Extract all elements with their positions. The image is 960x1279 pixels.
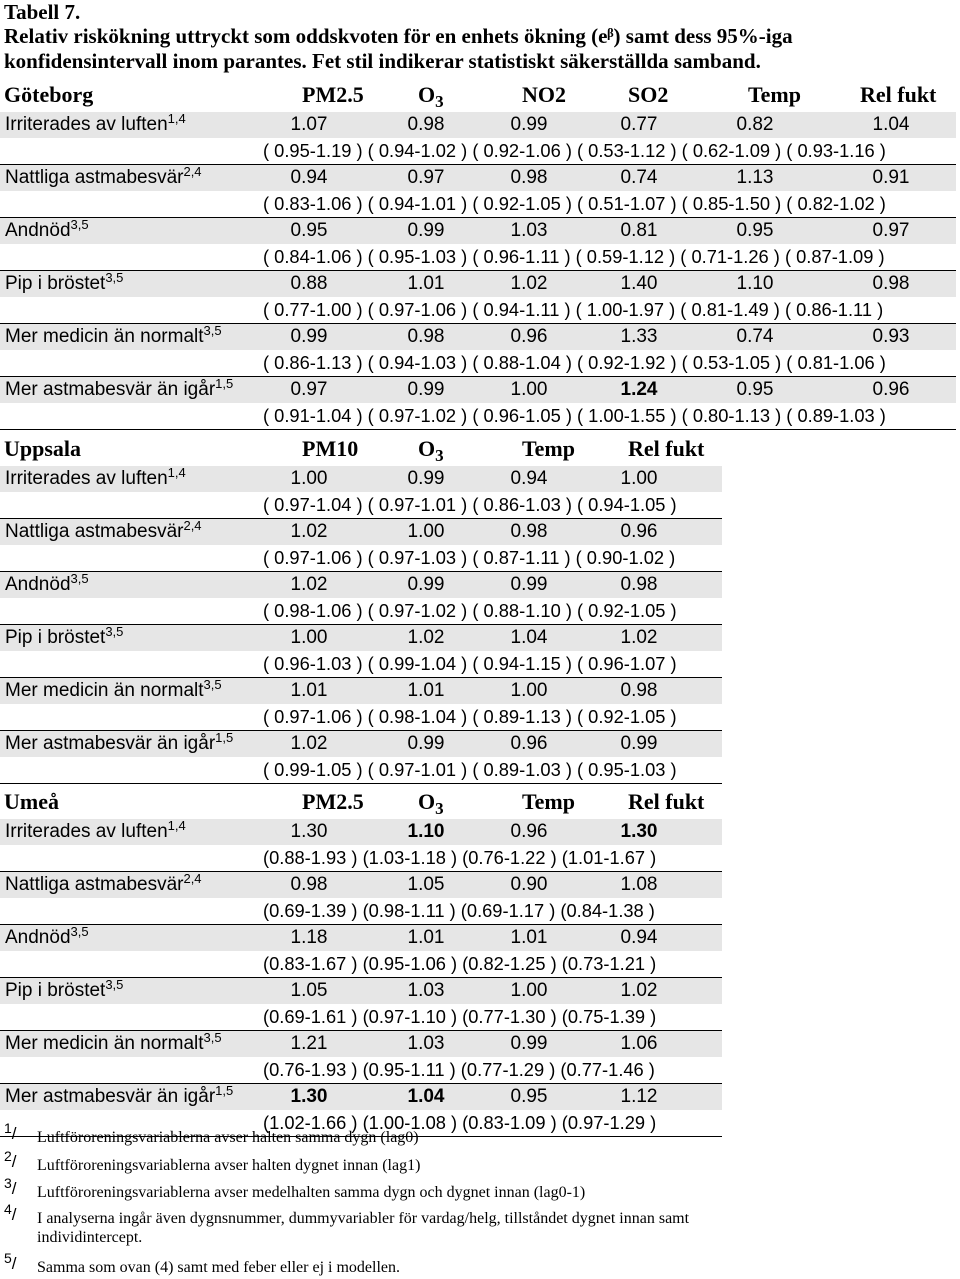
odds-ratio-value: 0.98 — [620, 680, 658, 701]
row-label: Mer medicin än normalt$^{3,5}$ — [5, 323, 222, 347]
odds-ratio-value: 0.97 — [872, 220, 910, 241]
row-label: Mer astmabesvär än igår$^{1,5}$ — [5, 1083, 234, 1107]
city-name: Umeå — [4, 789, 59, 814]
odds-ratio-value: 1.04 — [872, 114, 910, 135]
confidence-interval: ( 0.97-1.06 ) ( 0.98-1.04 ) ( 0.89-1.13 ) ( 0.92-1.05 ) — [263, 706, 677, 727]
odds-ratio-value: 0.81 — [620, 220, 658, 241]
odds-ratio-value: 1.01 — [407, 680, 445, 701]
odds-ratio-value: 1.00 — [290, 468, 328, 489]
column-header: $O_3$ — [418, 789, 444, 818]
odds-ratio-value: 0.98 — [290, 874, 328, 895]
odds-ratio-value: 0.99 — [510, 114, 548, 135]
table-row — [0, 324, 956, 377]
column-header: Rel fukt — [628, 436, 705, 461]
odds-ratio-value: 0.74 — [620, 167, 658, 188]
odds-ratio-value: 1.21 — [290, 1033, 328, 1054]
odds-ratio-value: 1.00 — [407, 521, 445, 542]
odds-ratio-value: 0.96 — [872, 379, 910, 400]
table-row — [0, 466, 722, 519]
odds-ratio-value: 0.95 — [510, 1086, 548, 1107]
odds-ratio-value: 0.88 — [290, 273, 328, 294]
odds-ratio-value: 1.24 — [620, 379, 658, 400]
row-label: Irriterades av luften$^{1,4}$ — [5, 111, 186, 135]
column-header: $O_3$ — [418, 82, 444, 111]
footnote-number: $^5$/ — [4, 1250, 17, 1273]
column-header: Temp — [748, 82, 801, 107]
odds-ratio-value: 0.94 — [290, 167, 328, 188]
odds-ratio-value: 1.02 — [620, 980, 658, 1001]
row-divider — [0, 429, 956, 430]
odds-ratio-value: 0.95 — [736, 220, 774, 241]
odds-ratio-value: 1.00 — [510, 680, 548, 701]
row-label: Mer astmabesvär än igår$^{1,5}$ — [5, 376, 234, 400]
city-name: Göteborg — [4, 82, 94, 107]
odds-ratio-value: 1.04 — [407, 1086, 445, 1107]
odds-ratio-value: 1.05 — [290, 980, 328, 1001]
odds-ratio-value: 1.00 — [510, 980, 548, 1001]
row-label: Andnöd$^{3,5}$ — [5, 924, 89, 948]
odds-ratio-value: 0.93 — [872, 326, 910, 347]
row-label: Pip i bröstet$^{3,5}$ — [5, 270, 124, 294]
row-label: Irriterades av luften$^{1,4}$ — [5, 818, 186, 842]
row-label: Pip i bröstet$^{3,5}$ — [5, 624, 124, 648]
confidence-interval: (0.69-1.61 ) (0.97-1.10 ) (0.77-1.30 ) (0.75-1.39 ) — [263, 1006, 657, 1027]
odds-ratio-value: 1.03 — [407, 980, 445, 1001]
odds-ratio-value: 1.06 — [620, 1033, 658, 1054]
table-row — [0, 377, 956, 430]
odds-ratio-value: 0.98 — [407, 326, 445, 347]
odds-ratio-value: 1.18 — [290, 927, 328, 948]
row-band — [0, 218, 956, 244]
table-row — [0, 572, 722, 625]
table-row — [0, 165, 956, 218]
odds-ratio-value: 0.96 — [510, 733, 548, 754]
odds-ratio-value: 1.01 — [407, 927, 445, 948]
odds-ratio-value: 1.05 — [407, 874, 445, 895]
odds-ratio-value: 1.30 — [290, 821, 328, 842]
odds-ratio-value: 0.95 — [290, 220, 328, 241]
confidence-interval: ( 0.96-1.03 ) ( 0.99-1.04 ) ( 0.94-1.15 ) ( 0.96-1.07 ) — [263, 653, 677, 674]
row-label: Nattliga astmabesvär$^{2,4}$ — [5, 871, 202, 895]
table-row — [0, 271, 956, 324]
odds-ratio-value: 1.01 — [407, 273, 445, 294]
confidence-interval: ( 0.83-1.06 ) ( 0.94-1.01 ) ( 0.92-1.05 ) ( 0.51-1.07 ) ( 0.85-1.50 ) ( 0.82-1.02 ) — [263, 193, 886, 214]
odds-ratio-value: 0.82 — [736, 114, 774, 135]
odds-ratio-value: 0.90 — [510, 874, 548, 895]
odds-ratio-value: 0.99 — [407, 220, 445, 241]
odds-ratio-value: 0.98 — [407, 114, 445, 135]
confidence-interval: (1.02-1.66 ) (1.00-1.08 ) (0.83-1.09 ) (0.97-1.29 ) — [263, 1112, 657, 1133]
odds-ratio-value: 1.02 — [620, 627, 658, 648]
odds-ratio-value: 0.99 — [620, 733, 658, 754]
odds-ratio-value: 0.94 — [510, 468, 548, 489]
odds-ratio-value: 1.10 — [736, 273, 774, 294]
footnote-text: Luftföroreningsvariablerna avser halten dygnet innan (lag1) — [37, 1157, 421, 1174]
table-row — [0, 112, 956, 165]
confidence-interval: ( 0.91-1.04 ) ( 0.97-1.02 ) ( 0.96-1.05 ) ( 1.00-1.55 ) ( 0.80-1.13 ) ( 0.89-1.03 ) — [263, 405, 886, 426]
confidence-interval: ( 0.98-1.06 ) ( 0.97-1.02 ) ( 0.88-1.10 ) ( 0.92-1.05 ) — [263, 600, 677, 621]
odds-ratio-value: 1.00 — [290, 627, 328, 648]
odds-ratio-value: 0.99 — [407, 379, 445, 400]
column-header: Temp — [522, 789, 575, 814]
table-caption: Relativ riskökning uttryckt som oddskvoten för en enhets ökning (eᵝ) samt dess 95%-iga konfidensintervall inom parantes. Fet stil indikerar statistiskt säkerställda samband. — [4, 24, 793, 73]
odds-ratio-value: 1.40 — [620, 273, 658, 294]
row-band — [0, 271, 956, 297]
column-header: SO2 — [628, 82, 669, 107]
row-label: Pip i bröstet$^{3,5}$ — [5, 977, 124, 1001]
footnote-text: Luftföroreningsvariablerna avser halten samma dygn (lag0) — [37, 1129, 419, 1146]
odds-ratio-value: 0.98 — [872, 273, 910, 294]
confidence-interval: ( 0.97-1.04 ) ( 0.97-1.01 ) ( 0.86-1.03 ) ( 0.94-1.05 ) — [263, 494, 677, 515]
section-header — [0, 78, 956, 112]
odds-ratio-value: 0.91 — [872, 167, 910, 188]
confidence-interval: (0.88-1.93 ) (1.03-1.18 ) (0.76-1.22 ) (1.01-1.67 ) — [263, 847, 657, 868]
odds-ratio-value: 1.33 — [620, 326, 658, 347]
odds-ratio-value: 1.04 — [510, 627, 548, 648]
odds-ratio-value: 0.98 — [620, 574, 658, 595]
confidence-interval: (0.76-1.93 ) (0.95-1.11 ) (0.77-1.29 ) (0.77-1.46 ) — [263, 1059, 655, 1080]
odds-ratio-value: 0.74 — [736, 326, 774, 347]
confidence-interval: ( 0.77-1.00 ) ( 0.97-1.06 ) ( 0.94-1.11 ) ( 1.00-1.97 ) ( 0.81-1.49 ) ( 0.86-1.11 ) — [263, 299, 884, 320]
column-header: $O_3$ — [418, 436, 444, 465]
footnote-text: Samma som ovan (4) samt med feber eller ej i modellen. — [37, 1259, 400, 1276]
row-label: Andnöd$^{3,5}$ — [5, 571, 89, 595]
section-header — [0, 432, 722, 466]
odds-ratio-value: 0.96 — [620, 521, 658, 542]
table-title: Tabell 7. — [4, 0, 81, 24]
footnote-text: Luftföroreningsvariablerna avser medelhalten samma dygn och dygnet innan (lag0-1) — [37, 1184, 586, 1201]
odds-ratio-value: 1.01 — [290, 680, 328, 701]
column-header: PM2.5 — [302, 789, 364, 814]
odds-ratio-value: 0.98 — [510, 521, 548, 542]
odds-ratio-value: 1.02 — [290, 733, 328, 754]
table-row — [0, 872, 722, 925]
odds-ratio-value: 1.02 — [290, 521, 328, 542]
odds-ratio-value: 1.02 — [290, 574, 328, 595]
odds-ratio-value: 1.03 — [510, 220, 548, 241]
row-label: Andnöd$^{3,5}$ — [5, 217, 89, 241]
odds-ratio-value: 1.13 — [736, 167, 774, 188]
footnote-text: I analyserna ingår även dygnsnummer, dummyvariabler för vardag/helg, tillståndet dygnet innan samt individintercept. — [37, 1210, 690, 1246]
odds-ratio-value: 0.96 — [510, 326, 548, 347]
confidence-interval: ( 0.86-1.13 ) ( 0.94-1.03 ) ( 0.88-1.04 ) ( 0.92-1.92 ) ( 0.53-1.05 ) ( 0.81-1.06 ) — [263, 352, 886, 373]
table-row — [0, 625, 722, 678]
section-header — [0, 785, 722, 819]
odds-ratio-value: 0.94 — [620, 927, 658, 948]
confidence-interval: ( 0.99-1.05 ) ( 0.97-1.01 ) ( 0.89-1.03 ) ( 0.95-1.03 ) — [263, 759, 677, 780]
odds-ratio-value: 1.07 — [290, 114, 328, 135]
confidence-interval: ( 0.84-1.06 ) ( 0.95-1.03 ) ( 0.96-1.11 ) ( 0.59-1.12 ) ( 0.71-1.26 ) ( 0.87-1.09 ) — [263, 246, 885, 267]
odds-ratio-value: 0.99 — [290, 326, 328, 347]
table-row — [0, 978, 722, 1031]
odds-ratio-value: 1.03 — [407, 1033, 445, 1054]
row-label: Mer medicin än normalt$^{3,5}$ — [5, 1030, 222, 1054]
city-name: Uppsala — [4, 436, 82, 461]
confidence-interval: ( 0.97-1.06 ) ( 0.97-1.03 ) ( 0.87-1.11 ) ( 0.90-1.02 ) — [263, 547, 676, 568]
odds-ratio-value: 0.96 — [510, 821, 548, 842]
row-label: Irriterades av luften$^{1,4}$ — [5, 465, 186, 489]
row-divider — [0, 783, 722, 784]
odds-ratio-value: 0.98 — [510, 167, 548, 188]
odds-ratio-value: 1.01 — [510, 927, 548, 948]
column-header: PM10 — [302, 436, 359, 461]
odds-ratio-value: 0.99 — [407, 733, 445, 754]
confidence-interval: (0.69-1.39 ) (0.98-1.11 ) (0.69-1.17 ) (0.84-1.38 ) — [263, 900, 655, 921]
column-header: Temp — [522, 436, 575, 461]
odds-ratio-value: 1.00 — [620, 468, 658, 489]
odds-ratio-value: 1.02 — [407, 627, 445, 648]
footnote-number: $^1$/ — [4, 1120, 17, 1143]
table-row — [0, 819, 722, 872]
odds-ratio-value: 0.97 — [407, 167, 445, 188]
row-label: Nattliga astmabesvär$^{2,4}$ — [5, 518, 202, 542]
odds-ratio-value: 0.77 — [620, 114, 658, 135]
odds-ratio-value: 1.12 — [620, 1086, 658, 1107]
row-label: Nattliga astmabesvär$^{2,4}$ — [5, 164, 202, 188]
odds-ratio-value: 0.99 — [407, 574, 445, 595]
odds-ratio-value: 1.08 — [620, 874, 658, 895]
odds-ratio-value: 0.99 — [510, 1033, 548, 1054]
odds-ratio-value: 1.30 — [620, 821, 658, 842]
table-row — [0, 218, 956, 271]
odds-ratio-value: 0.95 — [736, 379, 774, 400]
odds-ratio-value: 0.99 — [407, 468, 445, 489]
odds-ratio-value: 0.97 — [290, 379, 328, 400]
confidence-interval: ( 0.95-1.19 ) ( 0.94-1.02 ) ( 0.92-1.06 ) ( 0.53-1.12 ) ( 0.62-1.09 ) ( 0.93-1.16 ) — [263, 140, 886, 161]
table-row — [0, 519, 722, 572]
table-row — [0, 925, 722, 978]
row-label: Mer astmabesvär än igår$^{1,5}$ — [5, 730, 234, 754]
footnote-number: $^2$/ — [4, 1148, 17, 1171]
odds-ratio-value: 0.99 — [510, 574, 548, 595]
odds-ratio-value: 1.02 — [510, 273, 548, 294]
table-row — [0, 731, 722, 784]
odds-ratio-value: 1.10 — [407, 821, 445, 842]
footnote-number: $^3$/ — [4, 1175, 17, 1198]
footnote-number: $^4$/ — [4, 1201, 17, 1224]
odds-ratio-value: 1.30 — [290, 1086, 328, 1107]
column-header: Rel fukt — [860, 82, 937, 107]
column-header: Rel fukt — [628, 789, 705, 814]
confidence-interval: (0.83-1.67 ) (0.95-1.06 ) (0.82-1.25 ) (0.73-1.21 ) — [263, 953, 657, 974]
column-header: PM2.5 — [302, 82, 364, 107]
odds-ratio-value: 1.00 — [510, 379, 548, 400]
column-header: NO2 — [522, 82, 566, 107]
row-label: Mer medicin än normalt$^{3,5}$ — [5, 677, 222, 701]
table-row — [0, 678, 722, 731]
table-row — [0, 1031, 722, 1084]
